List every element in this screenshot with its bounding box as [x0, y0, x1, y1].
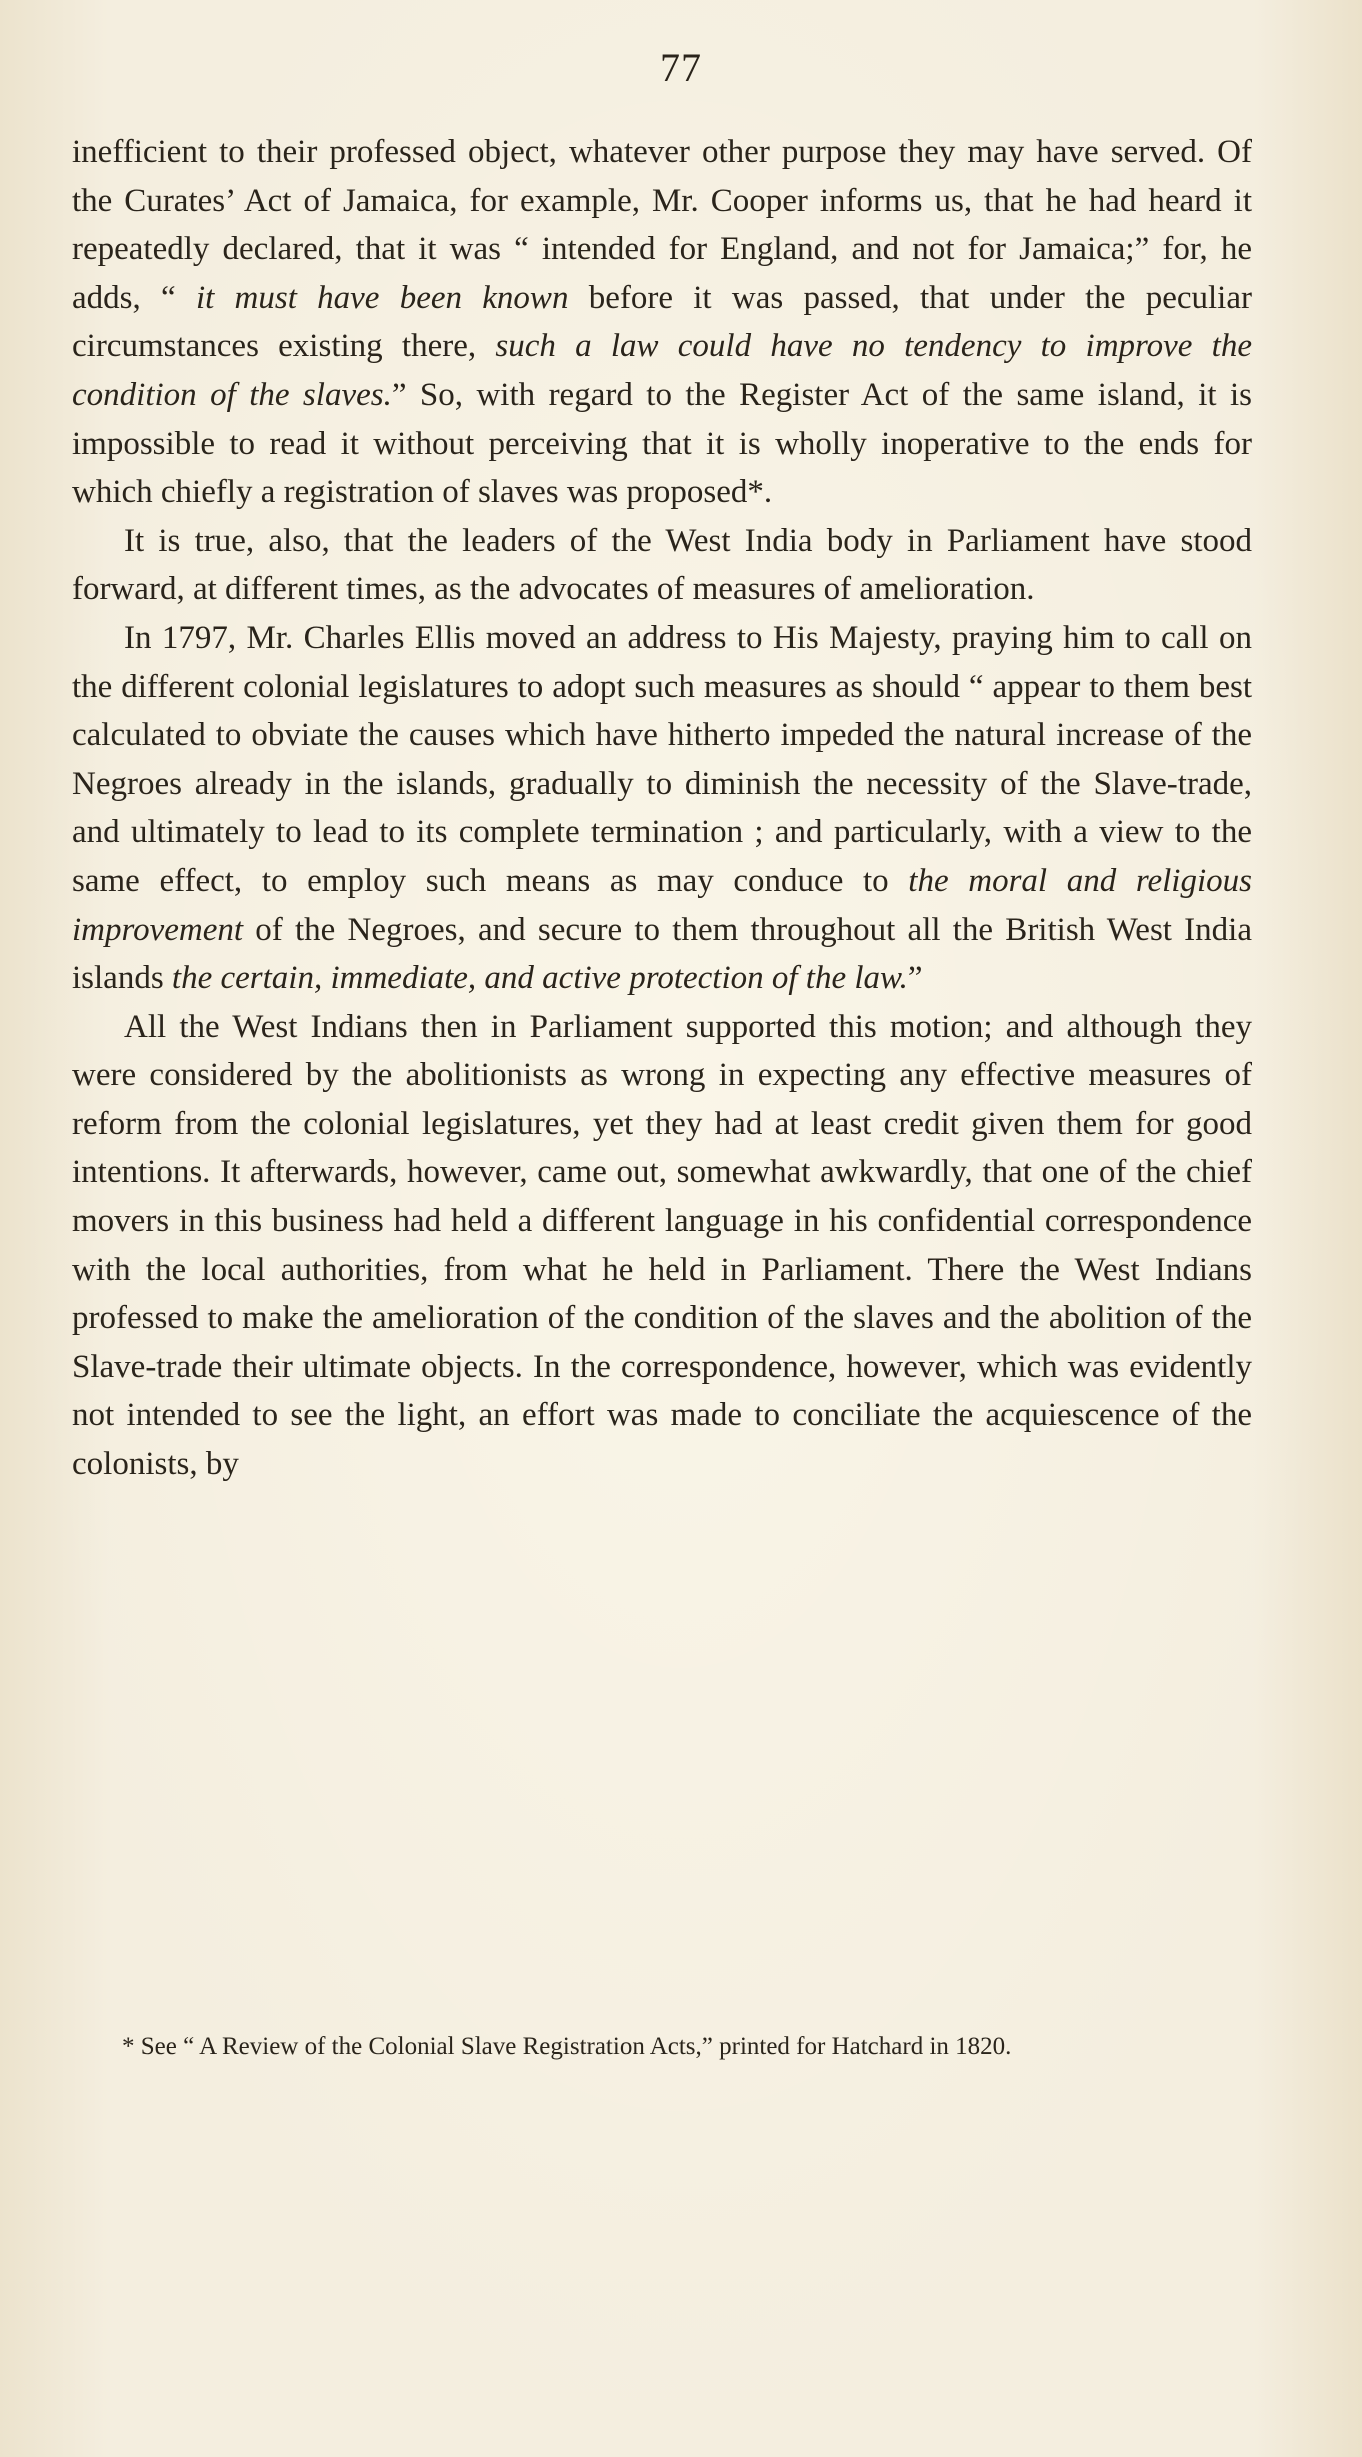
paragraph-text: ” So, with regard to the Register Act of the same island, it is impossible to read it without perceiving that it is wholly inoperative to the ends for which chiefly a registration of slaves was proposed*. — [72, 376, 1252, 511]
paragraph-text: All the West Indians then in Parliament supported this motion; and although they were considered by the abolitionists as wrong in expecting any effective measures of reform from the colonial legislatures, yet they had at least credit given them for good intentions. It afterwards, however, came out, somewhat awkwardly, that one of the chief movers in this business had held a different language in his confidential correspondence with the local authorities, from what he held in Parliament. There the West Indians professed to make the amelioration of the condition of the slaves and the abolition of the Slave-trade their ultimate objects. In the correspondence, however, which was evidently not intended to see the light, an effort was made to conciliate the acquiescence of the colonists, by — [72, 1008, 1252, 1483]
paragraph-4 — [72, 1003, 1252, 1489]
paragraph-text: ” — [907, 960, 923, 997]
footnote-text: See “ A Review of the Colonial Slave Registration Acts,” printed for Hatchard in 1820. — [140, 2033, 1012, 2060]
paragraph-text: In 1797, Mr. Charles Ellis moved an address to His Majesty, praying him to call on the different colonial legislatures to adopt such measures as should “ appear to them best calculated to obviate the causes which have hitherto impeded the natural increase of the Negroes already in the islands, gradually to diminish the necessity of the Slave-trade, and ultimately to lead to its complete termination ; and particularly, with a view to the same effect, to employ such means as may conduce to — [72, 619, 1252, 899]
body-text — [72, 128, 1252, 1489]
paragraph-1 — [72, 128, 1252, 517]
paragraph-3 — [72, 614, 1252, 1003]
italic-phrase: such a law could have no tendency to improve the condition of the slaves. — [72, 328, 1252, 413]
italic-phrase: the moral and religious improvement — [72, 862, 1252, 948]
paragraph-text: inefficient to their professed object, whatever other purpose they may have served. Of the Curates’ Act of Jamaica, for example, Mr. Cooper informs us, that he had heard it repeatedly declared, that it was “ intended for England, and not for Jamaica;” for, he adds, “ — [72, 134, 1252, 316]
footnote-marker: * — [122, 2033, 135, 2060]
italic-phrase: the certain, immediate, and active protection of the law. — [171, 960, 908, 997]
italic-phrase: it must have been known — [195, 279, 569, 316]
paragraph-text: of the Negroes, and secure to them throughout all the British West India islands — [72, 911, 1252, 997]
paragraph-text: It is true, also, that the leaders of the West India body in Parliament have stood forward, at different times, as the advocates of measures of amelioration. — [72, 522, 1252, 608]
paragraph-text: before it was passed, that under the peculiar circumstances existing there, — [72, 279, 1252, 365]
paragraph-2 — [72, 517, 1252, 614]
footnote — [72, 2027, 1252, 2066]
page-number: 77 — [660, 45, 702, 90]
